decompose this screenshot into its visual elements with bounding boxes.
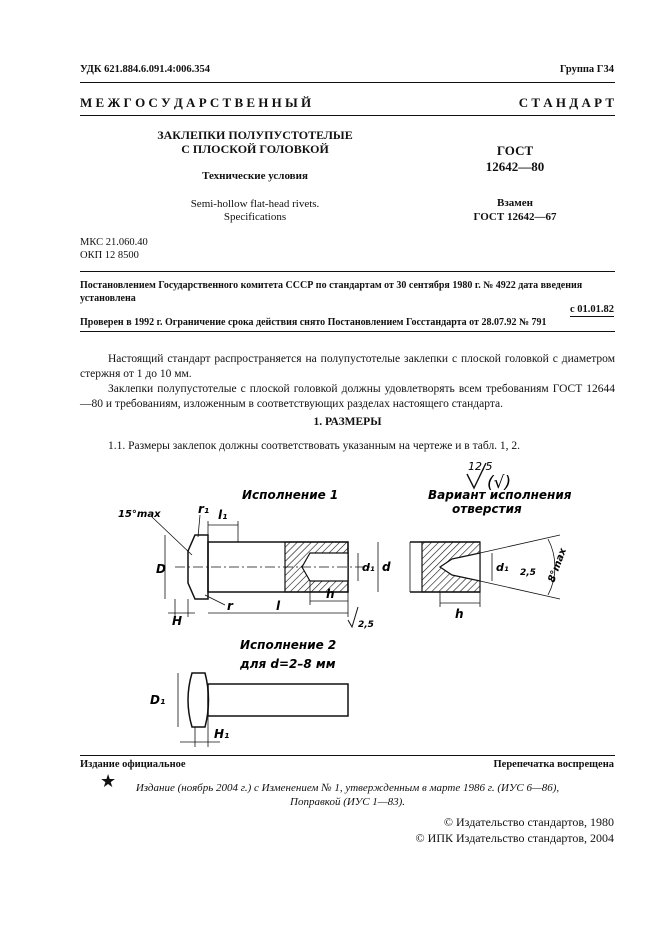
decree-date: с 01.01.82 <box>569 304 614 315</box>
copyright-2004: © ИПК Издательство стандартов, 2004 <box>415 831 614 845</box>
gost-number-block <box>460 143 570 175</box>
variant-hole-section <box>410 535 560 607</box>
decree-rule <box>80 331 615 332</box>
dim-D: D <box>156 562 166 576</box>
gost-replaces-block <box>460 196 570 224</box>
group-code: Группа Г34 <box>559 64 614 75</box>
title-en-line-2: Specifications <box>223 211 287 223</box>
copyright-block <box>416 814 614 846</box>
section-paragraph-1: 1.1. Размеры заклепок должны соответствовать указанным на чертеже и в табл. 1, 2. <box>108 440 521 452</box>
decree-review-line: Проверен в 1992 г. Ограничение срока действия снято Постановлением Госстандарта от 28.07.92 № 791 <box>80 317 547 328</box>
angle-8-label: 8°max <box>546 546 569 585</box>
variant2-label: Исполнение 2 <box>240 638 337 652</box>
rivet-drawing <box>80 455 620 755</box>
copyright-1980: © Издательство стандартов, 1980 <box>443 815 614 829</box>
dim-r1: r₁ <box>198 502 210 516</box>
section-heading: 1. РАЗМЕРЫ <box>313 416 382 428</box>
intro-paragraph-1: Настоящий стандарт распространяется на полупустотелые заклепки с плоской головкой с диаметром стержня от 1 до 10 мм. <box>80 353 615 380</box>
variant1-rivet <box>152 515 378 627</box>
codes-rule <box>80 271 615 272</box>
classification-codes <box>80 236 148 262</box>
dim-roughness-25: 2,5 <box>358 620 374 630</box>
gost-replaces-number: ГОСТ 12642—67 <box>473 211 557 223</box>
footer-rule <box>80 755 615 756</box>
hole-dim-25: 2,5 <box>520 568 536 578</box>
intro-paragraph-2: Заклепки полупустотелые с плоской головкой должны удовлетворять всем требованиям ГОСТ 12644—80 и требованиям, изложенным в соответствующих разделах настоящего стандарта. <box>80 383 615 410</box>
udk-code: УДК 621.884.6.091.4:006.354 <box>80 64 210 75</box>
title-en-line-1: Semi-hollow flat-head rivets. <box>190 198 320 210</box>
roughness-value: 12,5 <box>468 460 493 473</box>
hole-dim-d1: d₁ <box>496 561 509 574</box>
variant2-rivet <box>178 673 348 747</box>
banner-interstate: М Е Ж Г О С У Д А Р С Т В Е Н Н Ы Й <box>80 95 312 110</box>
official-edition: Издание официальное <box>80 759 186 770</box>
title-line-2: С ПЛОСКОЙ ГОЛОВКОЙ <box>181 142 329 156</box>
roughness-paren: (√) <box>487 473 512 493</box>
decree-text <box>80 279 620 305</box>
star-icon: ★ <box>100 771 117 791</box>
gost-replaces-label: Взамен <box>497 197 533 209</box>
title-subtitle: Технические условия <box>202 170 308 182</box>
dim-H: H <box>172 614 183 628</box>
variant-hole-label-1: Вариант исполнения <box>428 488 572 502</box>
header-rule-top <box>80 82 615 83</box>
header-rule-bottom <box>80 115 615 116</box>
mks-code: МКС 21.060.40 <box>80 237 148 248</box>
variant2-sub-label: для d=2–8 мм <box>240 657 336 671</box>
gost-label: ГОСТ <box>496 143 534 158</box>
title-english <box>130 198 380 224</box>
dim-d1: d₁ <box>362 561 375 574</box>
angle-15-label: 15°max <box>118 509 161 520</box>
gost-number: 12642—80 <box>485 159 545 174</box>
okp-code: ОКП 12 8500 <box>80 250 139 261</box>
dim-l: l <box>276 599 281 613</box>
edition-note-line-2: Поправкой (ИУС 1—83). <box>290 796 405 808</box>
dim-l1: l₁ <box>218 508 228 522</box>
variant1-label: Исполнение 1 <box>242 488 339 502</box>
dim-r: r <box>227 599 233 613</box>
dim-d: d <box>382 560 391 574</box>
decree-line-1: Постановлением Государственного комитета СССР по стандартам от 30 сентября 1980 г. № 4922 дата введения <box>80 280 583 291</box>
reprint-notice: Перепечатка воспрещена <box>493 759 614 770</box>
title-line-1: ЗАКЛЕПКИ ПОЛУПУСТОТЕЛЫЕ <box>157 128 353 142</box>
dim-h: h <box>326 587 335 601</box>
edition-note <box>80 781 615 809</box>
dim-H1: H₁ <box>214 727 230 741</box>
title-block <box>130 128 380 156</box>
variant-hole-label-2: отверстия <box>452 502 522 516</box>
banner-standard: С Т А Н Д А Р Т <box>518 95 614 110</box>
hole-dim-h: h <box>455 607 464 621</box>
dim-D1: D₁ <box>150 693 166 707</box>
decree-line-2: установлена <box>80 293 136 304</box>
edition-note-line-1: Издание (ноябрь 2004 г.) с Изменением № 1, утвержденным в марте 1986 г. (ИУС 6—86), <box>135 782 560 794</box>
